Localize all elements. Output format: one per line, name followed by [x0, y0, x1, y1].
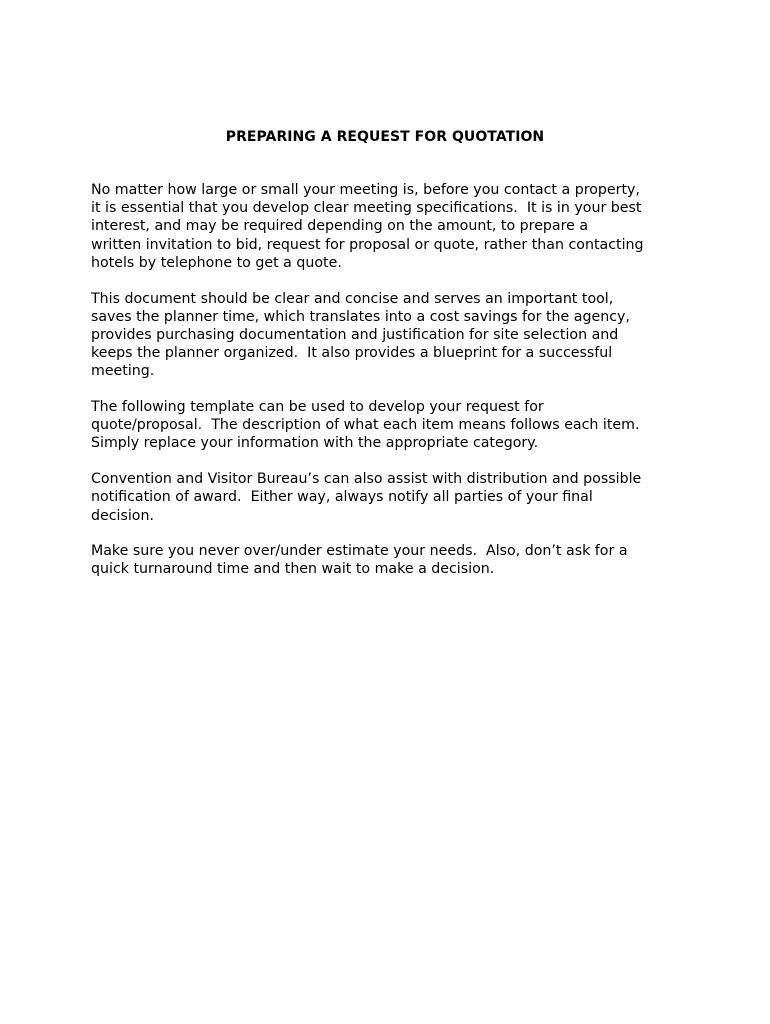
- paragraph-template: [91, 398, 691, 453]
- paragraph-line: This document should be clear and concise and serves an important tool,: [91, 290, 614, 307]
- paragraph-line: provides purchasing documentation and justification for site selection and: [91, 326, 619, 343]
- paragraph-line: keeps the planner organized. It also provides a blueprint for a successful: [91, 345, 613, 362]
- document-body: [91, 181, 691, 596]
- paragraph-line: Simply replace your information with the appropriate category.: [91, 435, 539, 452]
- paragraph-line: hotels by telephone to get a quote.: [91, 254, 342, 271]
- document-title: PREPARING A REQUEST FOR QUOTATION: [225, 129, 545, 145]
- paragraph-line: meeting.: [91, 363, 155, 380]
- paragraph-line: No matter how large or small your meeting is, before you contact a property,: [91, 182, 640, 198]
- paragraph-line: notification of award. Either way, always notify all parties of your final: [91, 489, 593, 506]
- paragraph-line: written invitation to bid, request for proposal or quote, rather than contacting: [91, 236, 644, 253]
- paragraph-needs-estimate: [91, 542, 691, 578]
- paragraph-line: it is essential that you develop clear meeting specifications. It is in your best: [91, 200, 642, 217]
- paragraph-line: Make sure you never over/under estimate your needs. Also, don’t ask for a: [91, 543, 628, 560]
- paragraph-line: interest, and may be required depending on the amount, to prepare a: [91, 218, 589, 235]
- paragraph-line: Convention and Visitor Bureau’s can also assist with distribution and possible: [91, 471, 642, 488]
- paragraph-line: decision.: [91, 507, 154, 524]
- paragraph-line: saves the planner time, which translates into a cost savings for the agency,: [91, 308, 630, 325]
- paragraph-line: quote/proposal. The description of what each item means follows each item.: [91, 417, 640, 434]
- paragraph-line: quick turnaround time and then wait to make a decision.: [91, 561, 495, 578]
- paragraph-intro: [91, 181, 691, 272]
- paragraph-document-purpose: [91, 290, 691, 381]
- paragraph-convention-bureau: [91, 470, 691, 525]
- paragraph-line: The following template can be used to develop your request for: [91, 399, 544, 416]
